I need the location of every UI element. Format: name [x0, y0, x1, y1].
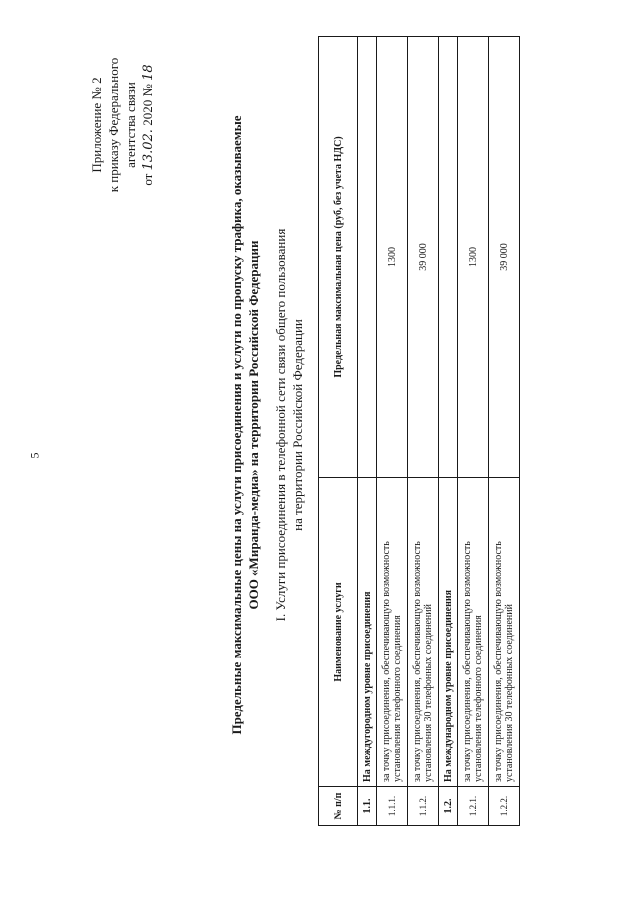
- row-price: 1300: [458, 37, 489, 478]
- row-number: 1.1.1.: [377, 787, 408, 826]
- row-price: 39 000: [408, 37, 439, 478]
- header-max-price: Предельная максимальная цена (руб, без учета НДС): [319, 37, 358, 478]
- appendix-date-prefix: от: [140, 173, 155, 186]
- row-number: 1.1.: [358, 787, 377, 826]
- row-service-name: за точку присоединения, обеспечивающую возможность установления 30 телефонных соединений: [489, 478, 520, 787]
- title-line-1: Предельные максимальные цены на услуги присоединения и услуги по пропуску трафика, оказываемые: [229, 115, 244, 735]
- row-number: 1.1.2.: [408, 787, 439, 826]
- table-row: [377, 37, 408, 826]
- handwritten-date: 13.02.: [141, 129, 156, 171]
- row-service-name: На междугородном уровне присоединения: [358, 478, 377, 787]
- row-service-name: за точку присоединения, обеспечивающую возможность установления телефонного соединения: [458, 478, 489, 787]
- page-number: 5: [27, 452, 42, 459]
- table-row: [439, 37, 458, 826]
- appendix-header: [88, 25, 157, 225]
- row-service-name: за точку присоединения, обеспечивающую возможность установления 30 телефонных соединений: [408, 478, 439, 787]
- section-heading: [272, 125, 306, 725]
- section-line-2: на территории Российской Федерации: [290, 319, 305, 531]
- row-number: 1.2.: [439, 787, 458, 826]
- document-title: [228, 15, 262, 835]
- row-price: 39 000: [489, 37, 520, 478]
- row-price: 1300: [377, 37, 408, 478]
- appendix-year: 2020 №: [140, 84, 155, 126]
- title-line-2: ООО «Миранда-медиа» на территории Российской Федерации: [246, 240, 261, 610]
- row-service-name: за точку присоединения, обеспечивающую возможность установления телефонного соединения: [377, 478, 408, 787]
- handwritten-order-number: 18: [141, 64, 156, 81]
- row-service-name: На международном уровне присоединения: [439, 478, 458, 787]
- table-header-row: [319, 37, 358, 826]
- section-line-1: I. Услуги присоединения в телефонной сети связи общего пользования: [273, 228, 288, 622]
- row-price: [439, 37, 458, 478]
- header-service-name: Наименование услуги: [319, 478, 358, 787]
- header-number: № п/п: [319, 787, 358, 826]
- table-row: [408, 37, 439, 826]
- table-row: [489, 37, 520, 826]
- row-price: [358, 37, 377, 478]
- table-row: [358, 37, 377, 826]
- table-row: [458, 37, 489, 826]
- tariff-table: [318, 36, 520, 826]
- row-number: 1.2.2.: [489, 787, 520, 826]
- row-number: 1.2.1.: [458, 787, 489, 826]
- appendix-line-1: Приложение № 2: [89, 77, 104, 173]
- appendix-line-3: агентства связи: [123, 82, 138, 168]
- appendix-line-2: к приказу Федерального: [106, 57, 121, 193]
- appendix-line-4: [139, 25, 157, 225]
